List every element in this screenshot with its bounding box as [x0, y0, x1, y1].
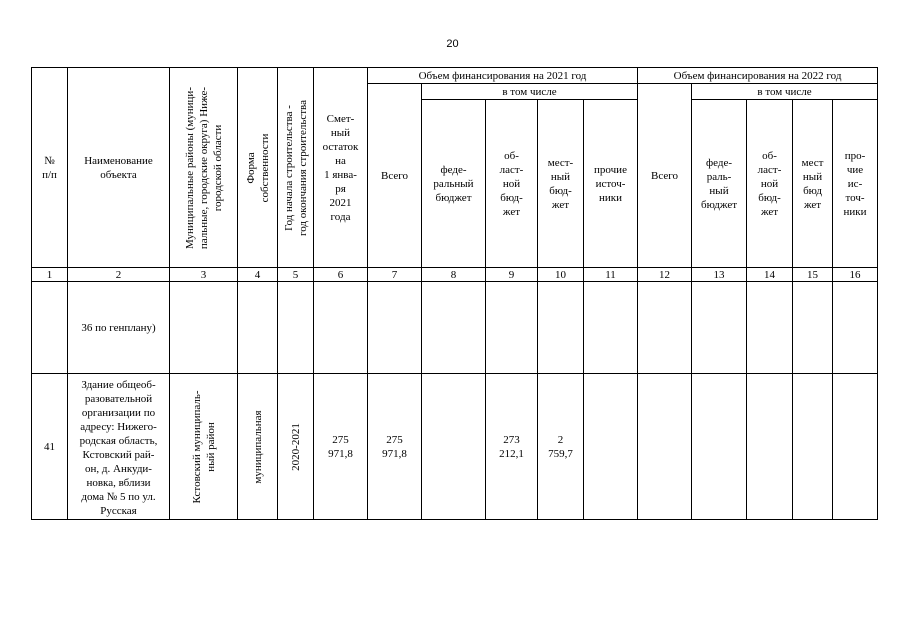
cell-federal-2021	[422, 282, 486, 374]
financing-table	[31, 67, 878, 520]
header-ownership-cell	[238, 68, 278, 268]
column-number: 6	[314, 268, 368, 282]
header-regional-2021: об- ласт- ной бюд- жет	[486, 100, 538, 268]
column-number: 16	[833, 268, 878, 282]
cell-ownership	[238, 282, 278, 374]
column-number: 5	[278, 268, 314, 282]
header-including-2022: в том числе	[692, 84, 878, 100]
cell-years: 2020-2021	[289, 422, 302, 471]
header-local-2022: мест ный бюд жет	[793, 100, 833, 268]
cell-regional-2021	[486, 282, 538, 374]
column-number: 15	[793, 268, 833, 282]
cell-other-2021	[584, 374, 638, 520]
header-years-cell	[278, 68, 314, 268]
cell-estimate: 275 971,8	[314, 374, 368, 520]
header-local-2021: мест- ный бюд- жет	[538, 100, 584, 268]
cell-estimate	[314, 282, 368, 374]
cell-total-2021	[368, 282, 422, 374]
column-number: 9	[486, 268, 538, 282]
header-funding-2021: Объем финансирования на 2021 год	[368, 68, 638, 84]
cell-name: 36 по генплану)	[68, 282, 170, 374]
cell-total-2021: 275 971,8	[368, 374, 422, 520]
header-name: Наименование объекта	[68, 68, 170, 268]
cell-federal-2022	[692, 374, 747, 520]
column-number: 11	[584, 268, 638, 282]
table-row	[32, 282, 878, 374]
column-number: 3	[170, 268, 238, 282]
column-number: 8	[422, 268, 486, 282]
header-regional-2022: об- ласт- ной бюд- жет	[747, 100, 793, 268]
cell-municipality: Кстовский муниципаль- ный район	[190, 389, 217, 504]
cell-ownership-box	[238, 374, 278, 520]
cell-regional-2021: 273 212,1	[486, 374, 538, 520]
column-number: 14	[747, 268, 793, 282]
column-numbers-row	[32, 268, 878, 282]
header-municipality: Муниципальные районы (муници- пальные, городские округа) Ниже- городской области	[183, 86, 224, 249]
table-row	[32, 374, 878, 520]
column-number: 2	[68, 268, 170, 282]
header-federal-2021: феде- ральный бюджет	[422, 100, 486, 268]
header-years: Год начала строительства - год окончания строительства	[282, 99, 309, 236]
cell-municipality-box	[170, 374, 238, 520]
cell-regional-2022	[747, 374, 793, 520]
cell-other-2021	[584, 282, 638, 374]
column-number: 4	[238, 268, 278, 282]
page-number: 20	[446, 38, 459, 50]
column-number: 1	[32, 268, 68, 282]
cell-federal-2022	[692, 282, 747, 374]
cell-regional-2022	[747, 282, 793, 374]
header-municipality-cell	[170, 68, 238, 268]
column-number: 7	[368, 268, 422, 282]
header-no: № п/п	[32, 68, 68, 268]
column-number: 13	[692, 268, 747, 282]
header-federal-2022: феде- раль- ный бюджет	[692, 100, 747, 268]
cell-total-2022	[638, 282, 692, 374]
cell-federal-2021	[422, 374, 486, 520]
cell-years	[278, 282, 314, 374]
header-other-2022: про- чие ис- точ- ники	[833, 100, 878, 268]
column-number: 10	[538, 268, 584, 282]
cell-local-2022	[793, 374, 833, 520]
cell-name: Здание общеоб- разовательной организации по адресу: Нижего- родская область, Кстовский рай- он, д. Анкуди- новка, вблизи дома № 5 по ул. Русская	[68, 374, 170, 520]
cell-local-2021	[538, 282, 584, 374]
cell-total-2022	[638, 374, 692, 520]
cell-ownership: муниципальная	[251, 409, 264, 484]
cell-local-2021: 2 759,7	[538, 374, 584, 520]
cell-no	[32, 282, 68, 374]
cell-municipality	[170, 282, 238, 374]
cell-no: 41	[32, 374, 68, 520]
header-funding-2022: Объем финансирования на 2022 год	[638, 68, 878, 84]
cell-other-2022	[833, 374, 878, 520]
header-other-2021: прочие источ- ники	[584, 100, 638, 268]
header-ownership: Форма собственности	[244, 133, 271, 202]
header-total-2021: Всего	[368, 84, 422, 268]
cell-local-2022	[793, 282, 833, 374]
header-including-2021: в том числе	[422, 84, 638, 100]
column-number: 12	[638, 268, 692, 282]
header-total-2022: Всего	[638, 84, 692, 268]
cell-other-2022	[833, 282, 878, 374]
cell-years-box	[278, 374, 314, 520]
header-estimate: Смет- ный остаток на 1 янва- ря 2021 года	[314, 68, 368, 268]
